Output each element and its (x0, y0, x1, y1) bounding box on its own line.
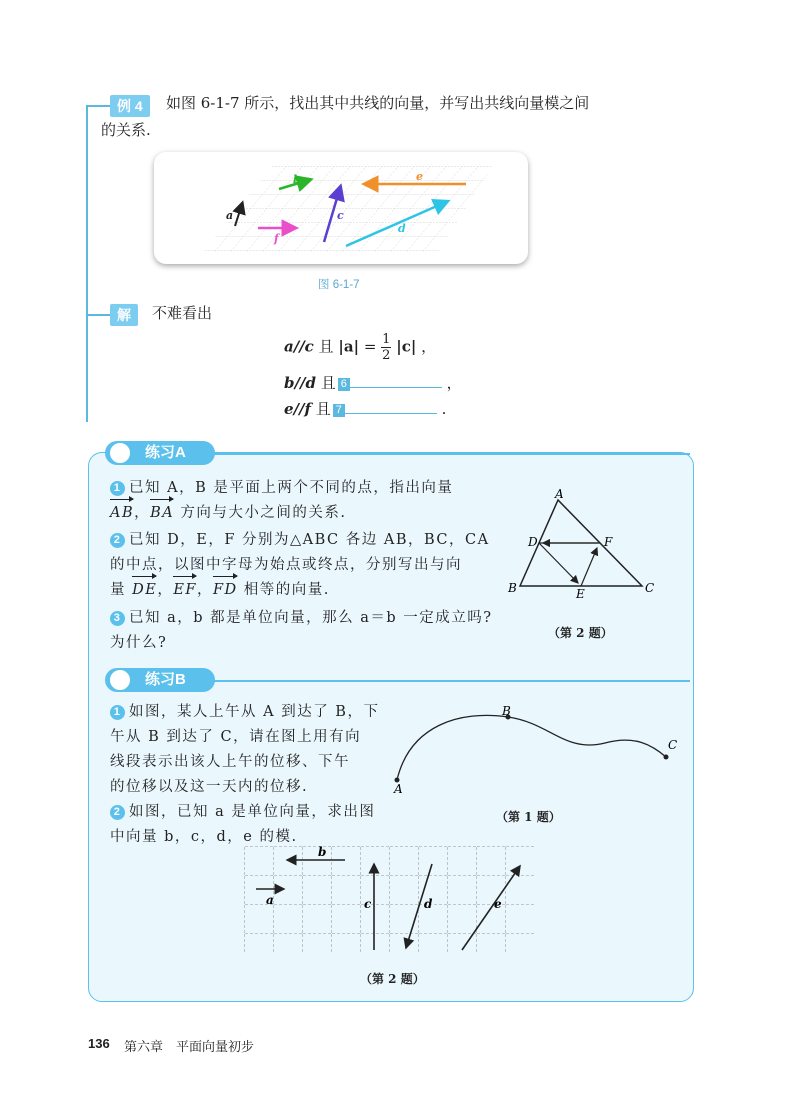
practice-a-item-1: 1 已知 A，B 是平面上两个不同的点，指出向量 AB，BA 方向与大小之间的关系. (110, 476, 495, 526)
practice-icon (108, 441, 132, 465)
example-margin-line (86, 106, 88, 422)
practice-a-item-3: 3 已知 a，b 都是单位向量，那么 a＝b 一定成立吗? 为什么? (110, 610, 493, 651)
page-number: 136 (88, 1036, 110, 1051)
grid-label-e: e (494, 897, 502, 911)
curve-caption: （第 1 题） (496, 810, 561, 824)
label-b: b (293, 173, 301, 186)
point-b: B (508, 581, 517, 595)
figure-caption: 图 6-1-7 (318, 279, 360, 291)
fraction-one-half: $\frac{1}{2}$ (382, 332, 391, 363)
vector-ef (581, 548, 597, 586)
square-grid (244, 846, 534, 954)
label-f: f (274, 232, 279, 245)
parallelogram-grid (202, 164, 494, 252)
curve-label-b: B (502, 705, 511, 718)
grid-figure (240, 842, 540, 958)
solution-tag-line (86, 314, 110, 316)
label-e: e (416, 170, 423, 183)
point-a: A (555, 488, 564, 501)
example-tag: 例 4 (110, 95, 150, 117)
grid-caption: （第 2 题） (360, 972, 425, 986)
point-f: F (604, 535, 613, 549)
practice-b-icon (108, 668, 132, 692)
practice-b-header: 练习B (105, 668, 215, 692)
curve-label-a: A (394, 782, 403, 796)
grid-label-a: a (266, 893, 274, 907)
practice-b-item-2: 2 如图，已知 a 是单位向量，求出图 中向量 b，c，d，e 的模. (110, 804, 376, 845)
practice-b-item-1: 1 如图，某人上午从 A 到达了 B，下 午从 B 到达了 C，请在图上用有向 线段表示出该人上午的位移、下午 的位移以及这一天内的位移. (110, 704, 380, 795)
vector-figure-card (154, 152, 528, 264)
example-text-line2: 的关系. (101, 121, 151, 139)
point-c: C (645, 581, 655, 595)
curve-figure (390, 705, 690, 797)
blank-number-7: 7 (333, 404, 345, 417)
grid-label-d: d (424, 897, 433, 911)
vector-figure (154, 152, 528, 264)
answer-blank-6[interactable] (350, 371, 442, 388)
example-text-line1: 如图 6-1-7 所示，找出其中共线的向量，并写出共线向量模之间 (166, 94, 590, 112)
grid-label-b: b (318, 845, 327, 859)
grid-label-c: c (364, 897, 372, 911)
path-curve (397, 715, 666, 780)
solution-line1: a//c 且 |a| = $\frac{1}{2}$ |c| ， (284, 332, 437, 363)
solution-tag: 解 (110, 304, 138, 326)
label-d: d (398, 222, 406, 235)
practice-a-item-2: 2 已知 D，E，F 分别为△ABC 各边 AB，BC，CA 的中点，以图中字母为始点或终点，分别写出与向 量 DE，EF，FD 相等的向量. (110, 528, 495, 603)
label-a: a (226, 209, 234, 222)
vector-de (539, 543, 578, 583)
practice-a-header: 练习A (105, 441, 215, 465)
chapter-title: 第六章 平面向量初步 (124, 1040, 255, 1055)
solution-line3: e//f 且 7 . (284, 396, 446, 422)
blank-number-6: 6 (338, 378, 350, 391)
triangle-caption: （第 2 题） (548, 626, 613, 640)
point-d: D (528, 535, 538, 549)
practice-b-rule (200, 680, 690, 682)
curve-label-c: C (668, 738, 678, 752)
triangle-figure (500, 488, 670, 600)
solution-line2: b//d 且 6 ， (284, 370, 462, 396)
solution-intro: 不难看出 (152, 304, 213, 322)
point-c-dot (664, 755, 669, 760)
answer-blank-7[interactable] (345, 397, 437, 414)
label-c: c (337, 209, 344, 222)
example-tag-line (86, 105, 110, 107)
point-e: E (576, 587, 585, 600)
practice-a-rule (200, 453, 690, 455)
